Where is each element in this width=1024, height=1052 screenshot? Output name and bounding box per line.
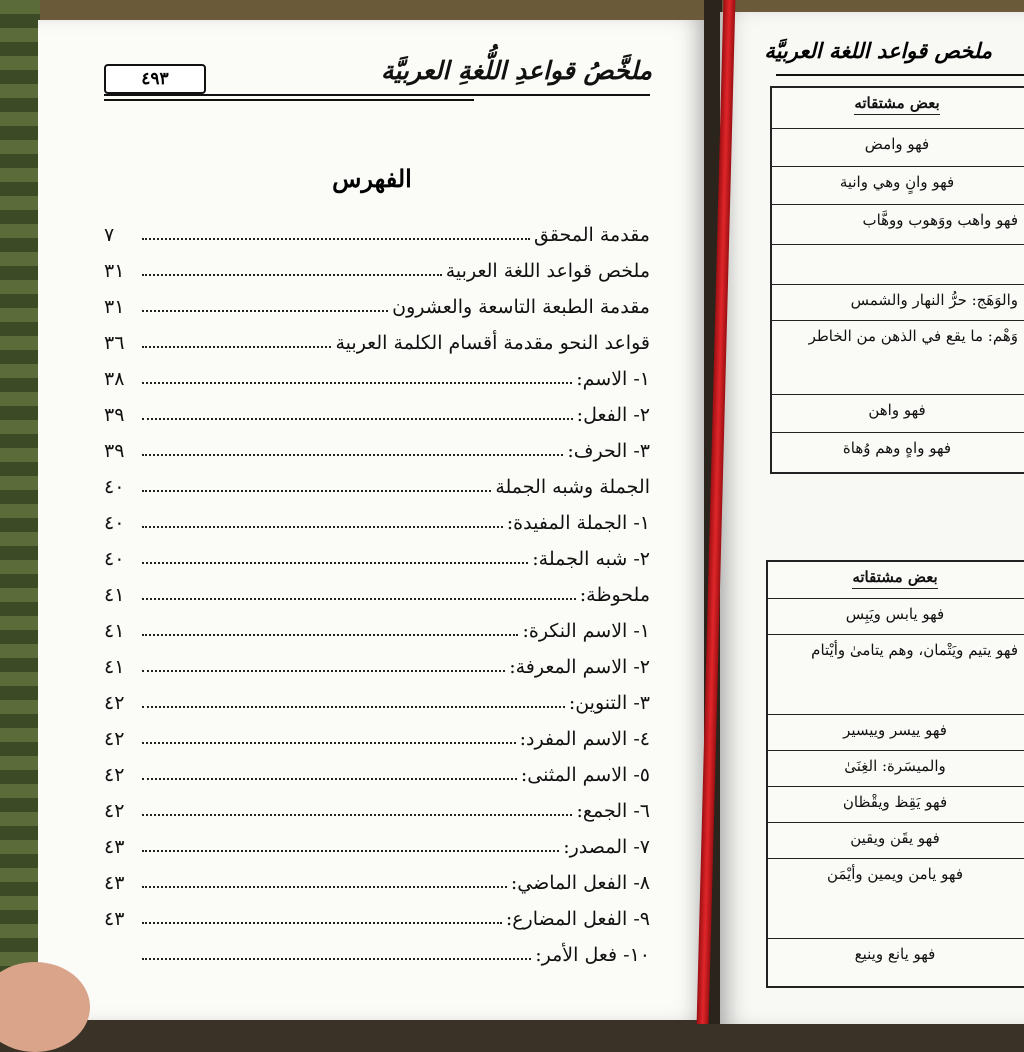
table-row: فهو يابس ويَبِس — [768, 598, 1024, 634]
table-row: فهو يتيم ويَتْمان، وهم يتامىٰ وأيْتام — [768, 634, 1024, 714]
table-row: فهو واهن — [772, 394, 1024, 432]
table-row: فهو واهب ووَهوب ووهَّاب — [772, 204, 1024, 244]
header-rule — [104, 94, 650, 96]
toc-entry: مقدمة المحقق ٧ — [104, 224, 650, 246]
derivatives-table-2 — [766, 560, 1024, 988]
toc-entry: ٥- الاسم المثنى: ٤٢ — [104, 764, 650, 786]
left-page — [38, 20, 706, 1020]
table-row: والوَهَج: حرُّ النهار والشمس — [772, 284, 1024, 320]
table-row: فهو يقَن ويقين — [768, 822, 1024, 858]
toc-entry: ٢- الاسم المعرفة: ٤١ — [104, 656, 650, 678]
table-row: فهو وامض — [772, 128, 1024, 166]
derivatives-table-1 — [770, 86, 1024, 474]
table-row: وَهْم: ما يقع في الذهن من الخاطر — [772, 320, 1024, 394]
table-row: فهو يامن ويمين وأيْمَن — [768, 858, 1024, 938]
toc-entry: ١- الاسم النكرة: ٤١ — [104, 620, 650, 642]
header-rule-right — [776, 74, 1024, 76]
toc-title: الفهرس — [332, 164, 412, 193]
toc-entry: ٣- الحرف: ٣٩ — [104, 440, 650, 462]
table-row: فهو يَقِظ ويقْظان — [768, 786, 1024, 822]
toc-entry: ١٠- فعل الأمر: — [104, 932, 650, 966]
page-number: ٤٩٣ — [104, 64, 206, 94]
toc-entry: ملخص قواعد اللغة العربية ٣١ — [104, 260, 650, 282]
table-header: بعض مشتقاته — [768, 562, 1024, 598]
toc-entry: قواعد النحو مقدمة أقسام الكلمة العربية ٣٦ — [104, 332, 650, 354]
toc-entry: ٦- الجمع: ٤٢ — [104, 800, 650, 822]
running-title-right: ملخص قواعد اللغة العربيَّة — [764, 38, 992, 63]
toc-entry: ٧- المصدر: ٤٣ — [104, 836, 650, 858]
toc-entry: ٩- الفعل المضارع: ٤٣ — [104, 908, 650, 930]
right-page — [720, 12, 1024, 1024]
table-row: فهو يانع وينيع — [768, 938, 1024, 986]
toc-entry: الجملة وشبه الجملة ٤٠ — [104, 476, 650, 498]
toc-entry: ٣- التنوين: ٤٢ — [104, 692, 650, 714]
toc-entry: ١- الاسم: ٣٨ — [104, 368, 650, 390]
toc-entry: مقدمة الطبعة التاسعة والعشرون ٣١ — [104, 296, 650, 318]
table-header: بعض مشتقاته — [772, 88, 1024, 128]
toc-entry: ملحوظة: ٤١ — [104, 584, 650, 606]
toc-entry: ٨- الفعل الماضي: ٤٣ — [104, 872, 650, 894]
table-row: فهو وانٍ وهي وانية — [772, 166, 1024, 204]
toc-entry: ٢- الفعل: ٣٩ — [104, 404, 650, 426]
table-row — [772, 244, 1024, 284]
toc-entry: ٤- الاسم المفرد: ٤٢ — [104, 728, 650, 750]
running-title: ملخَّصُ قواعدِ اللُّغةِ العربيَّة — [380, 56, 652, 85]
header-rule-inner — [104, 99, 474, 101]
table-row: فهو ييسر وييسير — [768, 714, 1024, 750]
table-row: والميسَرة: الغِنَىٰ — [768, 750, 1024, 786]
table-row: فهو واهٍ وهم وُهاة — [772, 432, 1024, 472]
book-cover-edge — [0, 0, 40, 1024]
toc-entry: ٢- شبه الجملة: ٤٠ — [104, 548, 650, 570]
toc-entry: ١- الجملة المفيدة: ٤٠ — [104, 512, 650, 534]
